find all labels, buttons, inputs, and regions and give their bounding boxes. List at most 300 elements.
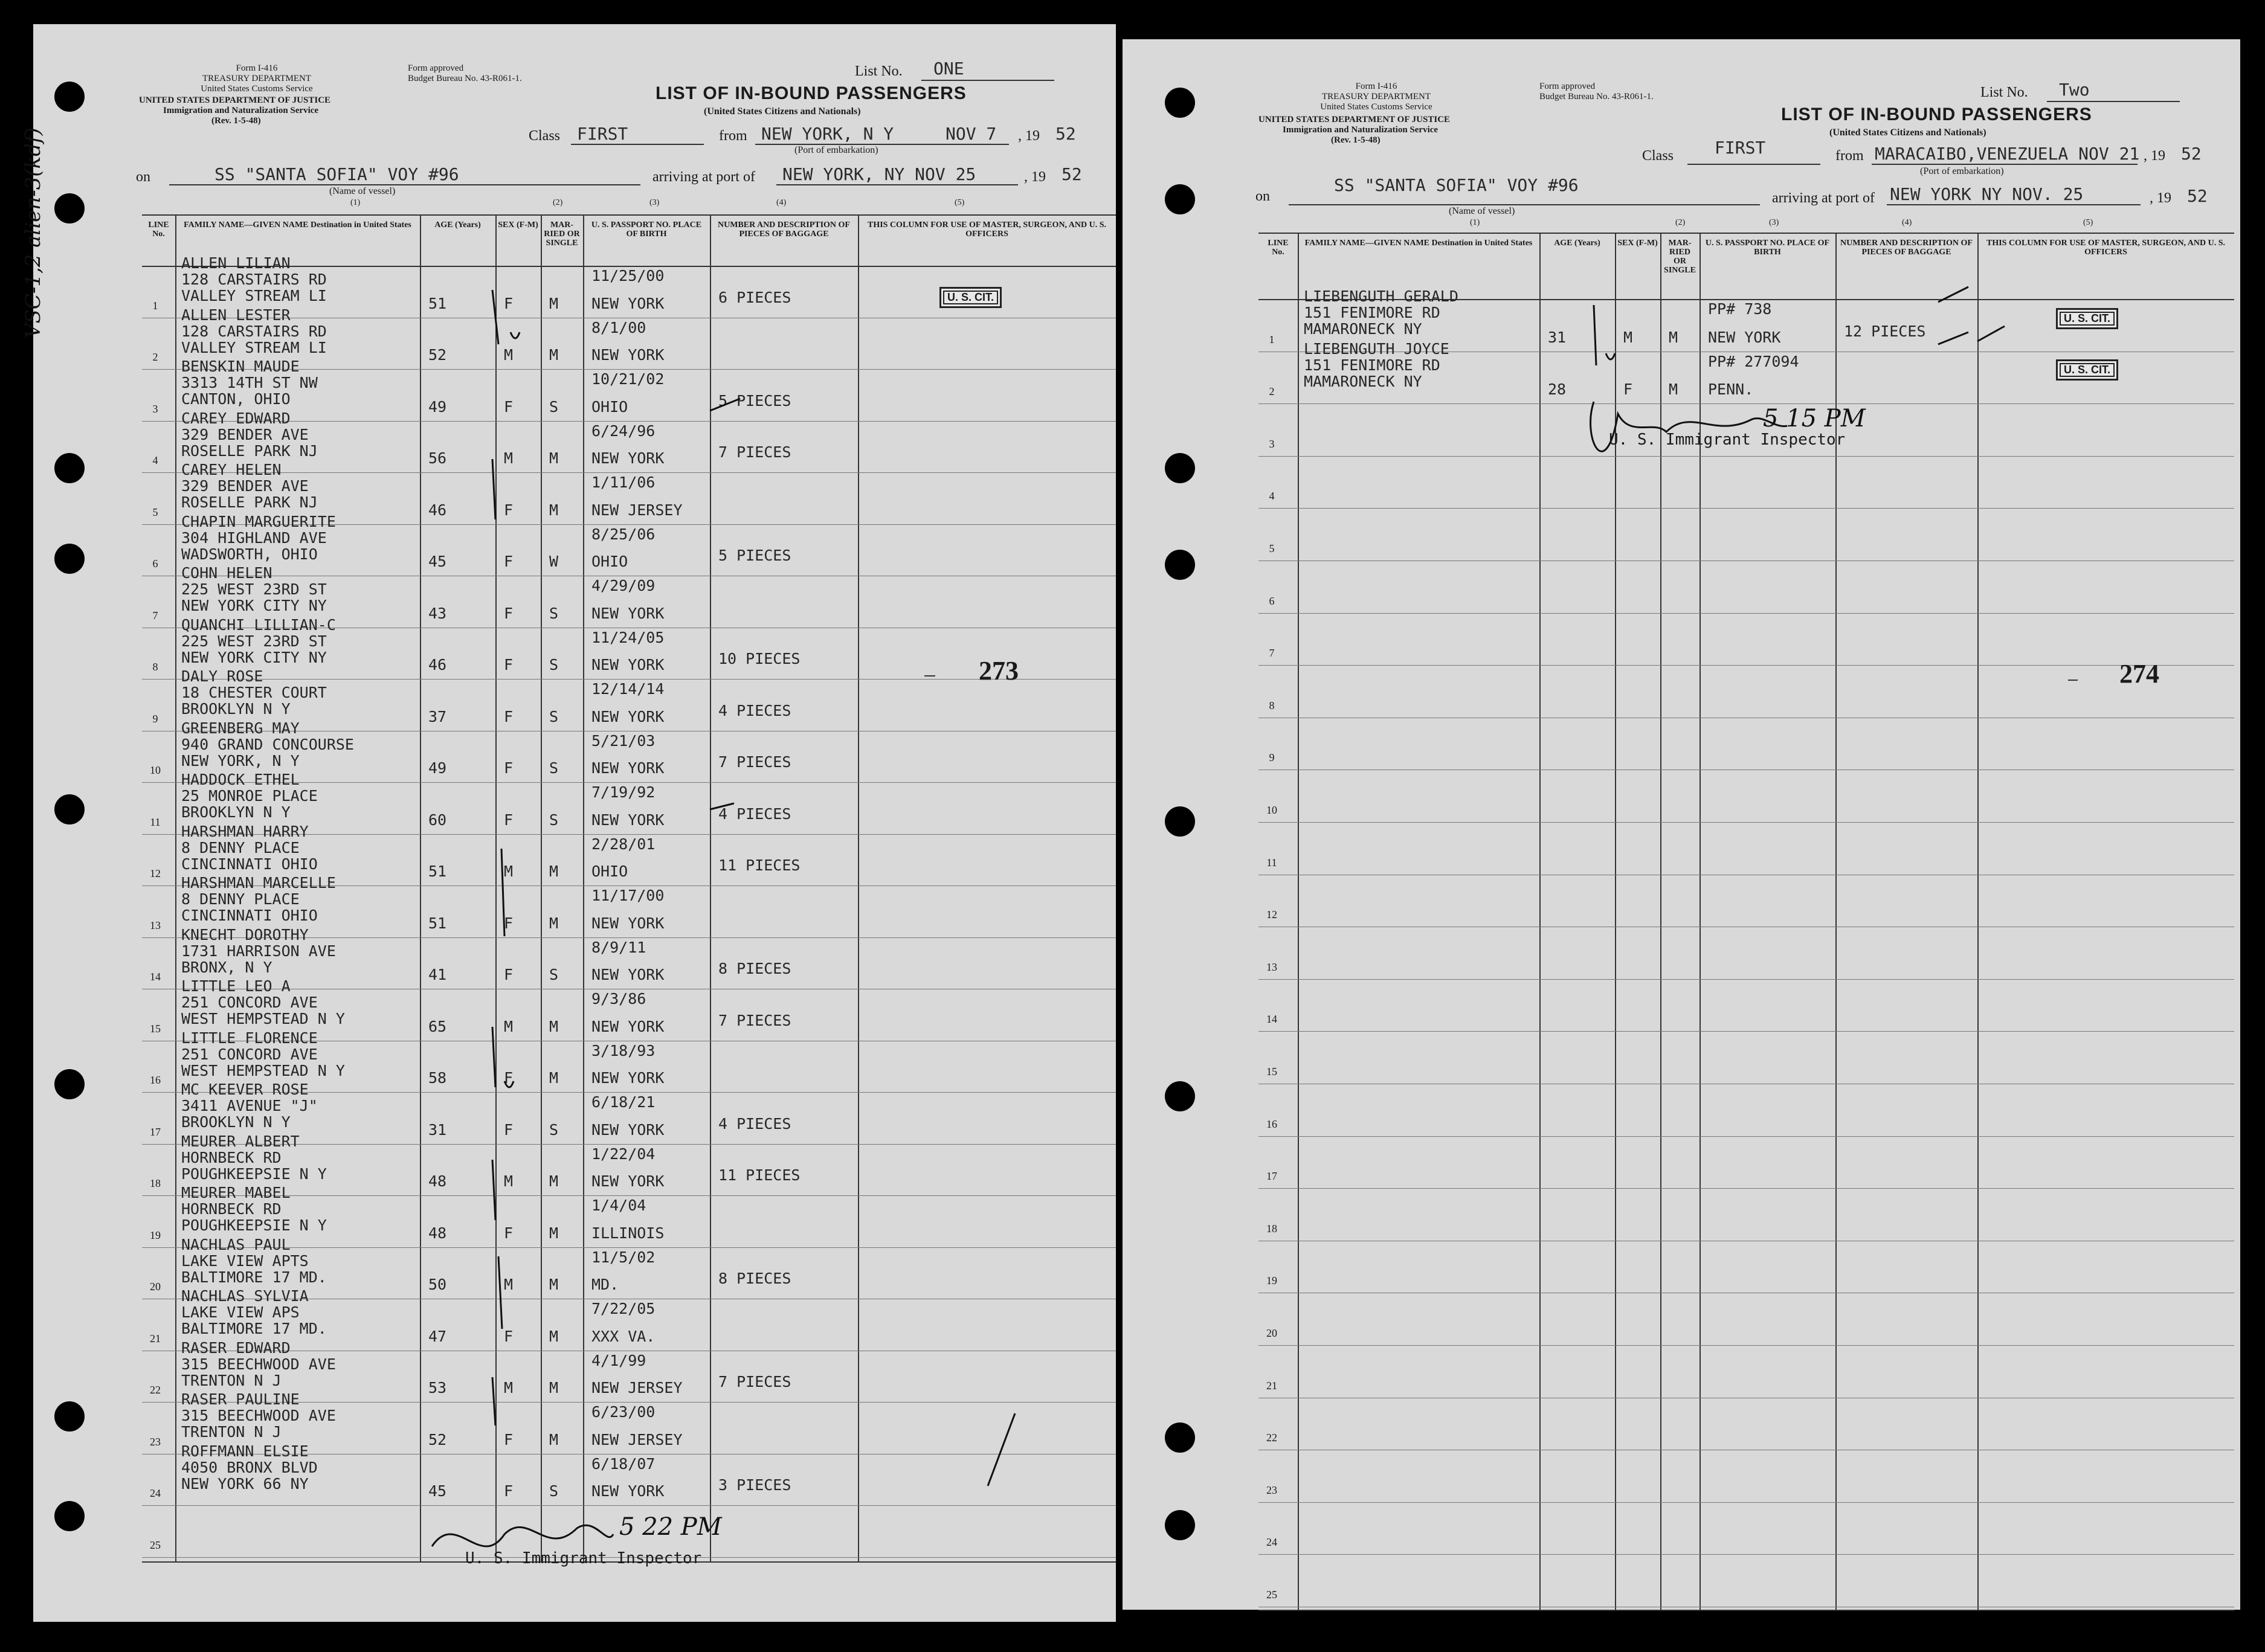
sex-cell: F bbox=[504, 294, 514, 312]
column-header-line: LINE No. bbox=[1268, 239, 1289, 257]
destination-line: NEW YORK 66 NY bbox=[181, 1474, 309, 1493]
sex-cell: F bbox=[504, 501, 514, 519]
inspector-caption: U. S. Immigrant Inspector bbox=[1609, 431, 1846, 449]
place-of-birth: NEW YORK bbox=[591, 1172, 665, 1190]
column-header-age: AGE (Years) bbox=[434, 220, 481, 230]
place-of-birth: NEW YORK bbox=[591, 1017, 665, 1035]
marital-status-cell: M bbox=[549, 1379, 559, 1396]
line-number: 22 bbox=[1266, 1432, 1277, 1444]
place-of-birth: NEW YORK bbox=[591, 707, 665, 725]
page-number: 273 bbox=[979, 656, 1019, 686]
destination-line: LAKE VIEW APTS bbox=[181, 1252, 309, 1270]
page-subtitle: (United States Citizens and Nationals) bbox=[704, 106, 861, 117]
line-number: 21 bbox=[1266, 1379, 1277, 1392]
marital-status-cell: M bbox=[549, 1430, 559, 1448]
destination-line: TRENTON N J bbox=[181, 1371, 282, 1389]
column-header-officers: THIS COLUMN FOR USE OF MASTER, SURGEON, AND U. S. OFFICERS bbox=[867, 220, 1107, 239]
sex-cell: F bbox=[504, 707, 514, 725]
sex-cell: F bbox=[504, 656, 514, 673]
line-number: 19 bbox=[150, 1229, 161, 1241]
destination-line: MAMARONECK NY bbox=[1304, 372, 1422, 390]
right-manifest-page bbox=[1123, 39, 2240, 1610]
column-header-age: AGE (Years) bbox=[1554, 239, 1600, 248]
arrival-port: NEW YORK NY NOV. 25 bbox=[1890, 184, 2084, 204]
passport-or-birthdate: 4/1/99 bbox=[591, 1351, 646, 1369]
column-number: (5) bbox=[2083, 218, 2093, 227]
destination-line: 151 FENIMORE RD bbox=[1304, 356, 1440, 374]
passenger-name: NACHLAS PAUL bbox=[181, 1235, 291, 1253]
baggage-cell: 11 PIECES bbox=[718, 857, 801, 874]
marital-status-cell: S bbox=[549, 656, 559, 673]
class-value: FIRST bbox=[577, 124, 628, 144]
destination-line: CANTON, OHIO bbox=[181, 390, 291, 408]
passport-or-birthdate: 4/29/09 bbox=[591, 577, 656, 594]
passport-or-birthdate: 6/24/96 bbox=[591, 422, 656, 440]
destination-line: ROSELLE PARK NJ bbox=[181, 493, 318, 511]
line-number: 2 bbox=[152, 351, 158, 363]
passport-or-birthdate: 8/9/11 bbox=[591, 938, 646, 956]
line-number: 11 bbox=[150, 815, 161, 828]
place-of-birth: NEW YORK bbox=[591, 811, 665, 829]
passenger-name: COHN HELEN bbox=[181, 564, 272, 582]
passenger-name: LITTLE FLORENCE bbox=[181, 1029, 318, 1047]
line-number: 7 bbox=[1269, 647, 1275, 660]
destination-line: VALLEY STREAM LI bbox=[181, 338, 327, 356]
passenger-name: CHAPIN MARGUERITE bbox=[181, 512, 336, 530]
handwritten-marks bbox=[33, 24, 1116, 1622]
passenger-name: GREENBERG MAY bbox=[181, 719, 300, 737]
destination-line: 1731 HARRISON AVE bbox=[181, 942, 336, 960]
place-of-birth: XXX VA. bbox=[591, 1327, 656, 1345]
line-number: 3 bbox=[1269, 437, 1275, 450]
destination-line: 315 BEECHWOOD AVE bbox=[181, 1355, 336, 1373]
year-suffix: 52 bbox=[2181, 144, 2202, 164]
left-manifest-page bbox=[21, 24, 1116, 1622]
passport-or-birthdate: 6/18/21 bbox=[591, 1093, 656, 1111]
place-of-birth: NEW JERSEY bbox=[591, 1430, 683, 1448]
line-number: 8 bbox=[152, 661, 158, 673]
age-cell: 48 bbox=[428, 1224, 447, 1242]
line-number: 5 bbox=[152, 506, 158, 518]
destination-line: 151 FENIMORE RD bbox=[1304, 304, 1440, 321]
passport-or-birthdate: 6/23/00 bbox=[591, 1403, 656, 1421]
baggage-cell: 10 PIECES bbox=[718, 650, 801, 667]
line-number: 17 bbox=[1266, 1170, 1277, 1183]
marital-status-cell: M bbox=[549, 1327, 559, 1345]
passport-or-birthdate: 6/18/07 bbox=[591, 1454, 656, 1473]
place-of-birth: NEW YORK bbox=[591, 914, 665, 932]
passport-or-birthdate: 5/21/03 bbox=[591, 731, 656, 750]
place-of-birth: NEW YORK bbox=[1708, 328, 1781, 346]
destination-line: 225 WEST 23RD ST bbox=[181, 580, 327, 598]
column-header-passport: U. S. PASSPORT NO. PLACE OF BIRTH bbox=[591, 220, 702, 239]
place-of-birth: NEW YORK bbox=[591, 759, 665, 777]
destination-line: WEST HEMPSTEAD N Y bbox=[181, 1010, 345, 1027]
column-number: (1) bbox=[350, 198, 361, 207]
destination-line: MAMARONECK NY bbox=[1304, 320, 1422, 338]
form-number: Form I-416 TREASURY DEPARTMENT United States Customs Service bbox=[201, 63, 313, 94]
line-number: 24 bbox=[1266, 1536, 1277, 1549]
passenger-name: CAREY HELEN bbox=[181, 461, 282, 478]
year-suffix: 52 bbox=[1062, 164, 1082, 184]
destination-line: 8 DENNY PLACE bbox=[181, 838, 300, 857]
line-number: 14 bbox=[1266, 1013, 1277, 1026]
year-prefix: , 19 bbox=[1024, 169, 1046, 185]
passport-or-birthdate: PP# 738 bbox=[1708, 300, 1772, 318]
marital-status-cell: M bbox=[1669, 381, 1678, 399]
destination-line: POUGHKEEPSIE N Y bbox=[181, 1165, 327, 1183]
handwritten-marks bbox=[1123, 39, 2240, 1610]
column-header-passport: U. S. PASSPORT NO. PLACE OF BIRTH bbox=[1705, 239, 1830, 257]
citizenship-stamp: U. S. CIT. bbox=[939, 287, 1002, 308]
passport-or-birthdate: 1/4/04 bbox=[591, 1197, 646, 1214]
passenger-name: LIEBENGUTH JOYCE bbox=[1304, 339, 1449, 358]
sex-cell: F bbox=[504, 1430, 514, 1448]
place-of-birth: NEW YORK bbox=[591, 966, 665, 983]
passport-or-birthdate: 1/22/04 bbox=[591, 1145, 656, 1163]
destination-line: CINCINNATI OHIO bbox=[181, 907, 318, 924]
year-suffix: 52 bbox=[2187, 186, 2208, 206]
marital-status-cell: M bbox=[549, 449, 559, 467]
line-number: 23 bbox=[1266, 1483, 1277, 1496]
baggage-cell: 12 PIECES bbox=[1844, 322, 1926, 340]
agency-heading: UNITED STATES DEPARTMENT OF JUSTICE Immigration and Naturalization Service (Rev. 1-5-48) bbox=[139, 95, 331, 126]
passport-or-birthdate: 8/25/06 bbox=[591, 525, 656, 543]
from-label: from bbox=[719, 128, 747, 144]
baggage-cell: 7 PIECES bbox=[718, 1011, 791, 1029]
marital-status-cell: M bbox=[1669, 328, 1678, 346]
sex-cell: F bbox=[504, 553, 514, 570]
line-number: 3 bbox=[152, 402, 158, 415]
line-number: 12 bbox=[150, 867, 161, 879]
age-cell: 53 bbox=[428, 1379, 447, 1396]
age-cell: 52 bbox=[428, 1430, 447, 1448]
sex-cell: F bbox=[504, 914, 514, 932]
destination-line: BROOKLYN N Y bbox=[181, 700, 291, 718]
passport-or-birthdate: 11/25/00 bbox=[591, 267, 665, 284]
column-header-married: MAR-RIED OR SINGLE bbox=[1664, 239, 1696, 275]
age-cell: 49 bbox=[428, 397, 447, 416]
year-suffix: 52 bbox=[1055, 124, 1076, 144]
place-of-birth: NEW YORK bbox=[591, 346, 665, 364]
age-cell: 51 bbox=[428, 863, 447, 880]
destination-line: 251 CONCORD AVE bbox=[181, 994, 318, 1011]
marital-status-cell: M bbox=[549, 1172, 559, 1190]
arriving-label: arriving at port of bbox=[652, 169, 755, 185]
place-of-birth: OHIO bbox=[591, 863, 628, 880]
marital-status-cell: S bbox=[549, 966, 559, 983]
place-of-birth: MD. bbox=[591, 1276, 619, 1293]
column-number: (4) bbox=[776, 198, 787, 207]
place-of-birth: NEW JERSEY bbox=[591, 501, 683, 519]
marital-status-cell: M bbox=[549, 914, 559, 932]
destination-line: BALTIMORE 17 MD. bbox=[181, 1320, 327, 1337]
page-subtitle: (United States Citizens and Nationals) bbox=[1829, 127, 1986, 138]
form-number: Form I-416 TREASURY DEPARTMENT United States Customs Service bbox=[1320, 82, 1432, 112]
on-label: on bbox=[1255, 188, 1270, 204]
age-cell: 58 bbox=[428, 1069, 447, 1087]
passenger-name: BENSKIN MAUDE bbox=[181, 358, 300, 375]
marital-status-cell: M bbox=[549, 1224, 559, 1242]
age-cell: 46 bbox=[428, 501, 447, 519]
sex-cell: F bbox=[504, 1482, 514, 1500]
baggage-cell: 11 PIECES bbox=[718, 1166, 801, 1184]
destination-line: HORNBECK RD bbox=[181, 1148, 282, 1166]
destination-line: HORNBECK RD bbox=[181, 1200, 282, 1218]
line-number: 6 bbox=[152, 558, 158, 570]
column-number: (2) bbox=[1675, 218, 1686, 227]
vessel-caption: (Name of vessel) bbox=[1449, 206, 1515, 216]
list-number-label: List No. bbox=[1980, 85, 2028, 100]
marital-status-cell: W bbox=[549, 553, 559, 570]
passenger-name: HADDOCK ETHEL bbox=[181, 771, 300, 788]
line-number: 10 bbox=[1266, 804, 1277, 816]
column-number: (4) bbox=[1902, 218, 1912, 227]
passport-or-birthdate: 3/18/93 bbox=[591, 1041, 656, 1059]
baggage-cell: 7 PIECES bbox=[718, 753, 791, 771]
marital-status-cell: S bbox=[549, 397, 559, 416]
column-header-married: MAR-RIED OR SINGLE bbox=[544, 220, 580, 248]
passport-or-birthdate: PP# 277094 bbox=[1708, 352, 1799, 370]
passport-or-birthdate: 7/22/05 bbox=[591, 1300, 656, 1317]
baggage-cell: 8 PIECES bbox=[718, 960, 791, 977]
column-header-baggage: NUMBER AND DESCRIPTION OF PIECES OF BAGGAGE bbox=[1840, 239, 1973, 257]
passenger-name: ALLEN LILIAN bbox=[181, 254, 291, 272]
class-label: Class bbox=[1642, 148, 1674, 164]
line-number: 19 bbox=[1266, 1274, 1277, 1287]
age-cell: 45 bbox=[428, 1482, 447, 1500]
destination-line: BALTIMORE 17 MD. bbox=[181, 1268, 327, 1286]
column-header-officers: THIS COLUMN FOR USE OF MASTER, SURGEON, AND U. S. OFFICERS bbox=[1986, 239, 2226, 257]
list-number: ONE bbox=[933, 59, 964, 79]
age-cell: 60 bbox=[428, 811, 447, 829]
line-number: 11 bbox=[1266, 856, 1277, 869]
w-mark bbox=[511, 332, 520, 338]
signature-time: 5 22 PM bbox=[619, 1513, 722, 1541]
marital-status-cell: M bbox=[549, 1276, 559, 1293]
age-cell: 45 bbox=[428, 553, 447, 570]
destination-line: 940 GRAND CONCOURSE bbox=[181, 735, 354, 753]
line-number: 9 bbox=[1269, 751, 1275, 764]
column-header-name: FAMILY NAME—GIVEN NAME Destination in United States bbox=[184, 220, 411, 230]
place-of-birth: NEW YORK bbox=[591, 1120, 665, 1139]
line-number: 21 bbox=[150, 1332, 161, 1345]
passenger-name: HARSHMAN MARCELLE bbox=[181, 874, 336, 892]
baggage-cell: 4 PIECES bbox=[718, 805, 791, 823]
baggage-cell: 5 PIECES bbox=[718, 547, 791, 564]
passenger-name: ALLEN LESTER bbox=[181, 306, 291, 324]
arrival-port: NEW YORK, NY NOV 25 bbox=[782, 164, 976, 184]
passenger-name: MEURER ALBERT bbox=[181, 1132, 300, 1150]
sex-cell: F bbox=[504, 604, 514, 622]
line-number: 5 bbox=[1269, 542, 1275, 554]
destination-line: 18 CHESTER COURT bbox=[181, 684, 327, 701]
marital-status-cell: M bbox=[549, 1069, 559, 1087]
column-number: (2) bbox=[553, 198, 563, 207]
line-number: 18 bbox=[150, 1177, 161, 1189]
place-of-birth: NEW YORK bbox=[591, 294, 665, 312]
tick-mark bbox=[492, 290, 498, 344]
passenger-name: ROFFMANN ELSIE bbox=[181, 1442, 309, 1460]
line-number: 12 bbox=[1266, 908, 1277, 921]
destination-line: 329 BENDER AVE bbox=[181, 425, 309, 443]
place-of-birth: NEW YORK bbox=[591, 604, 665, 622]
sex-cell: F bbox=[504, 811, 514, 829]
line-number: 18 bbox=[1266, 1222, 1277, 1235]
line-number: 22 bbox=[150, 1384, 161, 1396]
age-cell: 47 bbox=[428, 1327, 447, 1345]
marital-status-cell: S bbox=[549, 1482, 559, 1500]
place-of-birth: NEW YORK bbox=[591, 449, 665, 467]
age-cell: 48 bbox=[428, 1172, 447, 1190]
passenger-name: RASER PAULINE bbox=[181, 1390, 300, 1408]
sex-cell: F bbox=[504, 759, 514, 777]
embarkation-port: NEW YORK, N Y bbox=[761, 124, 894, 144]
page-title: LIST OF IN-BOUND PASSENGERS bbox=[656, 83, 967, 103]
passport-or-birthdate: 2/28/01 bbox=[591, 835, 656, 853]
sex-cell: M bbox=[504, 1017, 514, 1035]
line-number: 4 bbox=[152, 454, 158, 466]
line-number: 16 bbox=[150, 1074, 161, 1086]
margin-note: VSC-1,2 alien-3(kdf) bbox=[21, 127, 45, 338]
destination-line: 315 BEECHWOOD AVE bbox=[181, 1407, 336, 1424]
age-cell: 37 bbox=[428, 707, 447, 725]
column-number: (1) bbox=[1470, 218, 1480, 227]
tick-mark bbox=[1594, 305, 1596, 365]
destination-line: 225 WEST 23RD ST bbox=[181, 632, 327, 650]
passport-or-birthdate: 9/3/86 bbox=[591, 990, 646, 1008]
passenger-name: MEURER MABEL bbox=[181, 1184, 291, 1201]
baggage-cell: 8 PIECES bbox=[718, 1270, 791, 1287]
line-number: 23 bbox=[150, 1435, 161, 1448]
list-number-label: List No. bbox=[855, 63, 903, 79]
age-cell: 50 bbox=[428, 1276, 447, 1293]
age-cell: 31 bbox=[1548, 328, 1567, 346]
marital-status-cell: S bbox=[549, 604, 559, 622]
vessel-name: SS "SANTA SOFIA" VOY #96 bbox=[1334, 175, 1579, 195]
baggage-cell: 6 PIECES bbox=[718, 288, 791, 306]
inspector-signature bbox=[432, 1525, 613, 1546]
line-number: 1 bbox=[152, 299, 158, 312]
line-number: 13 bbox=[150, 919, 161, 931]
line-number: 16 bbox=[1266, 1117, 1277, 1130]
destination-line: 3411 AVENUE "J" bbox=[181, 1097, 318, 1114]
age-cell: 43 bbox=[428, 604, 447, 622]
destination-line: TRENTON N J bbox=[181, 1423, 282, 1441]
citizenship-stamp: U. S. CIT. bbox=[2056, 359, 2118, 381]
sex-cell: M bbox=[1623, 328, 1633, 346]
sex-cell: F bbox=[504, 1120, 514, 1139]
sex-cell: F bbox=[1623, 381, 1633, 399]
destination-line: 25 MONROE PLACE bbox=[181, 787, 318, 805]
destination-line: VALLEY STREAM LI bbox=[181, 287, 327, 304]
passenger-name: LIEBENGUTH GERALD bbox=[1304, 288, 1458, 305]
passport-or-birthdate: 1/11/06 bbox=[591, 474, 656, 491]
marital-status-cell: M bbox=[549, 1017, 559, 1035]
table-bottom-rule bbox=[1258, 1610, 2234, 1611]
place-of-birth: PENN. bbox=[1708, 381, 1754, 399]
page-title: LIST OF IN-BOUND PASSENGERS bbox=[1781, 104, 2092, 124]
age-cell: 31 bbox=[428, 1120, 447, 1139]
place-of-birth: NEW YORK bbox=[591, 1069, 665, 1087]
passport-or-birthdate: 8/1/00 bbox=[591, 318, 646, 336]
line-number: 20 bbox=[1266, 1327, 1277, 1339]
line-number: 1 bbox=[1269, 333, 1275, 346]
destination-line: 128 CARSTAIRS RD bbox=[181, 271, 327, 288]
line-number: 8 bbox=[1269, 699, 1275, 712]
destination-line: BROOKLYN N Y bbox=[181, 1113, 291, 1131]
embarkation-date: NOV 7 bbox=[946, 124, 997, 144]
port-caption: (Port of embarkation) bbox=[1920, 166, 2004, 176]
class-label: Class bbox=[529, 128, 561, 144]
line-number: 7 bbox=[152, 609, 158, 622]
marital-status-cell: M bbox=[549, 346, 559, 364]
line-number: 6 bbox=[1269, 594, 1275, 607]
age-cell: 49 bbox=[428, 759, 447, 777]
sex-cell: F bbox=[504, 1224, 514, 1242]
passenger-name: QUANCHI LILLIAN-C bbox=[181, 615, 336, 634]
page-number: 274 bbox=[2119, 659, 2159, 689]
destination-line: ROSELLE PARK NJ bbox=[181, 442, 318, 460]
year-prefix: , 19 bbox=[1018, 128, 1040, 144]
passport-or-birthdate: 11/5/02 bbox=[591, 1248, 656, 1266]
place-of-birth: NEW JERSEY bbox=[591, 1379, 683, 1396]
column-number: (5) bbox=[955, 198, 965, 207]
w-mark bbox=[1606, 353, 1615, 359]
age-cell: 46 bbox=[428, 656, 447, 673]
destination-line: NEW YORK, N Y bbox=[181, 751, 300, 770]
marital-status-cell: M bbox=[549, 863, 559, 880]
sex-cell: M bbox=[504, 863, 514, 880]
year-prefix: , 19 bbox=[2150, 190, 2171, 206]
marital-status-cell: S bbox=[549, 707, 559, 725]
destination-line: 4050 BRONX BLVD bbox=[181, 1458, 318, 1476]
vessel-name: SS "SANTA SOFIA" VOY #96 bbox=[214, 164, 459, 184]
form-approval: Form approved Budget Bureau No. 43-R061-1. bbox=[408, 63, 522, 83]
line-number: 2 bbox=[1269, 385, 1275, 398]
column-header-line: LINE No. bbox=[148, 220, 169, 239]
destination-line: BRONX, N Y bbox=[181, 958, 272, 976]
line-number: 14 bbox=[150, 971, 161, 983]
sex-cell: M bbox=[504, 1276, 514, 1293]
passenger-name: KNECHT DOROTHY bbox=[181, 925, 309, 943]
age-cell: 56 bbox=[428, 449, 447, 467]
on-label: on bbox=[136, 169, 150, 185]
sex-cell: M bbox=[504, 346, 514, 364]
sex-cell: F bbox=[504, 966, 514, 983]
column-number: (3) bbox=[649, 198, 660, 207]
destination-line: NEW YORK CITY NY bbox=[181, 597, 327, 614]
destination-line: CINCINNATI OHIO bbox=[181, 855, 318, 873]
destination-line: WADSWORTH, OHIO bbox=[181, 545, 318, 563]
column-number: (3) bbox=[1769, 218, 1779, 227]
agency-heading: UNITED STATES DEPARTMENT OF JUSTICE Immigration and Naturalization Service (Rev. 1-5-48) bbox=[1258, 115, 1451, 145]
marital-status-cell: S bbox=[549, 811, 559, 829]
destination-line: 3313 14TH ST NW bbox=[181, 374, 318, 391]
passenger-name: RASER EDWARD bbox=[181, 1339, 291, 1357]
line-number: 24 bbox=[150, 1487, 161, 1499]
baggage-cell: 3 PIECES bbox=[718, 1476, 791, 1494]
destination-line: 304 HIGHLAND AVE bbox=[181, 529, 327, 547]
inspector-signature bbox=[1591, 402, 1787, 451]
baggage-cell: 7 PIECES bbox=[718, 443, 791, 461]
citizenship-stamp: U. S. CIT. bbox=[2056, 308, 2118, 329]
place-of-birth: OHIO bbox=[591, 553, 628, 570]
embarkation-port: MARACAIBO,VENEZUELA NOV 21 bbox=[1875, 144, 2140, 164]
destination-line: WEST HEMPSTEAD N Y bbox=[181, 1061, 345, 1079]
form-approval: Form approved Budget Bureau No. 43-R061-1. bbox=[1539, 82, 1654, 101]
line-number: 20 bbox=[150, 1281, 161, 1293]
